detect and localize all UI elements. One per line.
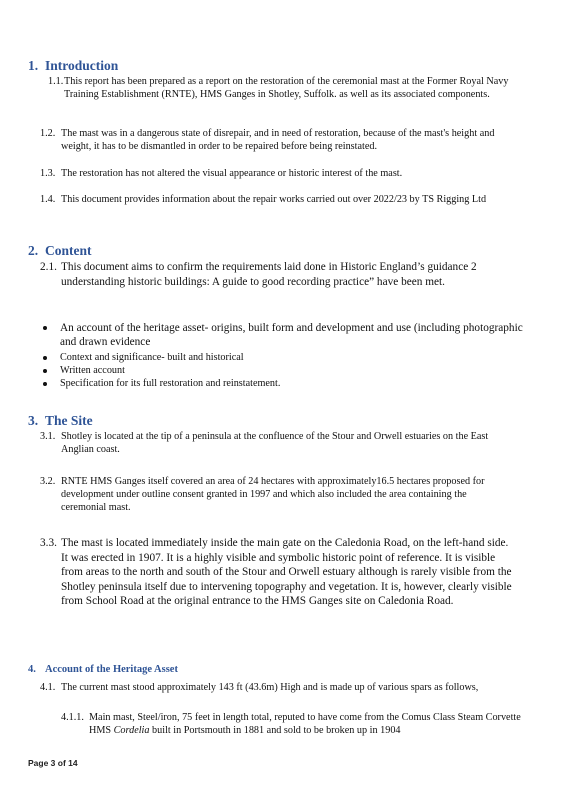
paragraph-text: Shotley is located at the tip of a peninsula at the confluence of the Stour and Orwell estuaries on the East Anglian coast. [61, 431, 489, 455]
list-item: Written account [40, 364, 540, 377]
list-item: An account of the heritage asset- origins, built form and development and use (including photographic and drawn evidence [40, 321, 540, 350]
paragraph-number: 1.3. [40, 168, 56, 179]
paragraph-text: The mast was in a dangerous state of disrepair, and in need of restoration, because of the mast's height and weight, it has to be dismantled in order to be repaired before being reinstated. [61, 128, 495, 152]
heading-content [28, 243, 92, 259]
paragraph-4-1 [40, 681, 510, 694]
paragraph-3-3 [40, 536, 518, 609]
heading-number: 4. [28, 664, 36, 675]
paragraph-number: 1.4. [40, 194, 56, 205]
heading-title: Account of the Heritage Asset [45, 664, 178, 675]
bullet-icon [43, 356, 47, 360]
page-number-footer: Page 3 of 14 [28, 758, 78, 768]
paragraph-1-2 [40, 127, 518, 153]
paragraph-text: RNTE HMS Ganges itself covered an area of 24 hectares with approximately16.5 hectares proposed for development under outline consent granted in 1997 and which also included the area containing the ceremonial mast. [61, 476, 485, 513]
heading-number: 2. [28, 243, 39, 258]
heading-number: 3. [28, 413, 39, 428]
paragraph-text: The restoration has not altered the visual appearance or historic interest of the mast. [61, 168, 403, 179]
paragraph-text: The current mast stood approximately 143 ft (43.6m) High and is made up of various spars as follows, [61, 682, 479, 693]
heading-title: Introduction [45, 58, 119, 73]
paragraph-text: Main mast, Steel/iron, 75 feet in length total, reputed to have come from the Comus Class Steam Corvette HMS Cordelia built in Portsmouth in 1881 and sold to be broken up in 1904 [89, 712, 521, 736]
paragraph-3-1 [40, 430, 518, 456]
heading-introduction [28, 58, 118, 74]
paragraph-text: This report has been prepared as a report on the restoration of the ceremonial mast at the Former Royal Navy Training Establishment (RNTE), HMS Ganges in Shotley, Suffolk. as well as its associated components. [64, 76, 509, 100]
paragraph-1-1 [48, 75, 518, 101]
paragraph-number: 4.1. [40, 682, 56, 693]
heading-account-of-heritage-asset [28, 664, 178, 675]
bullet-icon [43, 369, 47, 373]
paragraph-number: 1.1. [48, 76, 64, 87]
ship-name: Cordelia [113, 725, 150, 736]
requirements-list [40, 321, 540, 390]
bullet-icon [43, 382, 47, 386]
paragraph-text: This document aims to confirm the requirements laid done in Historic England’s guidance 2 understanding historic buildings: A guide to good recording practice” have been met. [61, 261, 477, 288]
list-item: Context and significance- built and historical [40, 351, 540, 364]
paragraph-number: 2.1. [40, 261, 57, 273]
heading-the-site [28, 413, 93, 429]
paragraph-number: 4.1.1. [61, 712, 84, 723]
list-item: Specification for its full restoration and reinstatement. [40, 377, 540, 390]
bullet-icon [43, 326, 47, 330]
paragraph-text: The mast is located immediately inside the main gate on the Caledonia Road, on the left-hand side. It was erected in 1907. It is a highly visible and symbolic historic point of reference. It is visible from areas to the north and south of the Stour and Orwell estuary although is rarely visible from the Shotley peninsula itself due to intervening topography and vegetation. It is, however, clearly visible from School Road at the original entrance to the HMS Ganges site on Caledonia Road. [61, 537, 512, 607]
paragraph-number: 3.1. [40, 431, 56, 442]
paragraph-3-2 [40, 475, 514, 514]
paragraph-4-1-1 [61, 711, 521, 737]
paragraph-1-3 [40, 167, 518, 180]
paragraph-number: 1.2. [40, 128, 56, 139]
paragraph-number: 3.3. [40, 537, 57, 549]
heading-title: The Site [45, 413, 93, 428]
paragraph-text: This document provides information about the repair works carried out over 2022/23 by TS Rigging Ltd [61, 194, 487, 205]
paragraph-2-1 [40, 260, 520, 289]
heading-title: Content [45, 243, 92, 258]
heading-number: 1. [28, 58, 39, 73]
paragraph-1-4 [40, 193, 510, 206]
paragraph-number: 3.2. [40, 476, 56, 487]
